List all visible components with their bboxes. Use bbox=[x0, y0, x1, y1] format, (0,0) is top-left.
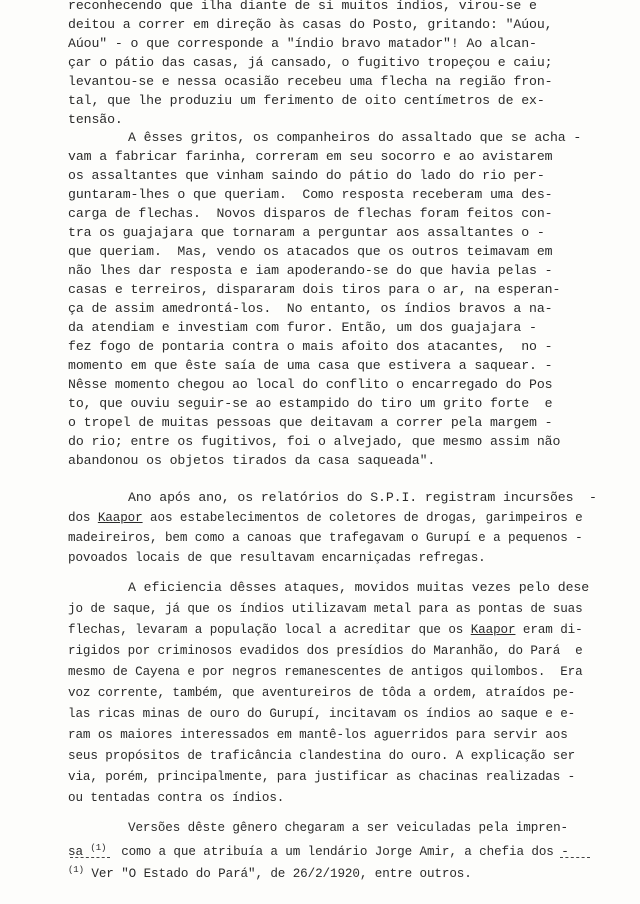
text-fragment: como a que atribuía a um lendário Jorge Amir, a chefia dos - bbox=[121, 845, 569, 859]
footnote bbox=[68, 862, 608, 882]
footnote-text: Ver "O Estado do Pará", de 26/2/1920, entre outros. bbox=[91, 867, 472, 881]
text-line: guntaram-lhes o que queriam. Como resposta receberam uma des- bbox=[68, 187, 553, 202]
text-line: las ricas minas de ouro do Gurupí, incitavam os índios ao saque e e- bbox=[68, 707, 576, 721]
text-line: ça de assim amedrontá-los. No entanto, os índios bravos a na- bbox=[68, 301, 553, 316]
dashed-underline bbox=[560, 857, 590, 858]
text-line: povoados locais de que resultavam encarniçadas refregas. bbox=[68, 551, 486, 565]
paragraph-first-line: A êsses gritos, os companheiros do assaltado que se acha - bbox=[128, 130, 582, 145]
paragraph-first-line: A eficiencia dêsses ataques, movidos muitas vezes pelo dese bbox=[128, 580, 590, 595]
text-line: mesmo de Cayena e por negros remanescentes de antigos quilombos. Era bbox=[68, 665, 583, 679]
text-line: tra os guajajara que tornaram a perguntar aos assaltantes o - bbox=[68, 225, 545, 240]
paragraph-first-line: Ano após ano, os relatórios do S.P.I. registram incursões - bbox=[128, 490, 597, 505]
text-line: çar o pátio das casas, já cansado, o fugitivo tropeçou e caiu; bbox=[68, 55, 553, 70]
text-line: levantou-se e nessa ocasião recebeu uma flecha na região fron- bbox=[68, 74, 553, 89]
text-line: Nêsse momento chegou ao local do conflito o encarregado do Pos bbox=[68, 377, 553, 392]
footnote-reference: (1) bbox=[90, 843, 107, 853]
text-line: do rio; entre os fugitivos, foi o alvejado, que mesmo assim não bbox=[68, 434, 561, 449]
text-line: rigidos por criminosos evadidos dos presídios do Maranhão, do Pará e bbox=[68, 644, 583, 658]
text-fragment: sa bbox=[68, 845, 83, 859]
text-line: casas e terreiros, dispararam dois tiros para o ar, na esperan- bbox=[68, 282, 561, 297]
text-line: Aúou" - o que corresponde a "índio bravo matador"! Ao alcan- bbox=[68, 36, 537, 51]
footnote-marker: (1) bbox=[68, 865, 84, 875]
paragraph-first-line: Versões dêste gênero chegaram a ser veiculadas pela impren- bbox=[128, 821, 568, 835]
text-line: to, que ouviu seguir-se ao estampido do tiro um grito forte e bbox=[68, 396, 553, 411]
text-line: flechas, levaram a população local a acreditar que os Kaapor eram di- bbox=[68, 623, 583, 637]
text-line: que queriam. Mas, vendo os atacados que os outros teimavam em bbox=[68, 244, 553, 259]
text-line: ram os maiores interessados em mantê-los aguerridos para servir aos bbox=[68, 728, 568, 742]
text-line: momento em que êste saía de uma casa que estivera a saquear. - bbox=[68, 358, 553, 373]
text-line: não lhes dar resposta e iam apoderando-se do que havia pelas - bbox=[68, 263, 553, 278]
text-line: os assaltantes que vinham saindo do pátio do lado do rio per- bbox=[68, 168, 545, 183]
text-line: da atendiam e investiam com furor. Então, um dos guajajara - bbox=[68, 320, 537, 335]
text-line bbox=[68, 840, 608, 860]
text-line: via, porém, principalmente, para justificar as chacinas realizadas - bbox=[68, 770, 576, 784]
text-line: carga de flechas. Novos disparos de flechas foram feitos con- bbox=[68, 206, 553, 221]
text-line: madeireiros, bem como a canoas que trafegavam o Gurupí e a pequenos - bbox=[68, 531, 583, 545]
underlined-term: Kaapor bbox=[97, 511, 143, 525]
text-line: jo de saque, já que os índios utilizavam metal para as pontas de suas bbox=[68, 602, 583, 616]
text-line: dos Kaapor aos estabelecimentos de coletores de drogas, garimpeiros e bbox=[68, 511, 583, 525]
text-line: voz corrente, também, que aventureiros de tôda a ordem, atraídos pe- bbox=[68, 686, 576, 700]
text-line: fez fogo de pontaria contra o mais afoito dos atacantes, no - bbox=[68, 339, 553, 354]
text-line: reconhecendo que ilha diante de si muitos índios, virou-se e bbox=[68, 0, 537, 13]
text-line: vam a fabricar farinha, correram em seu socorro e ao avistarem bbox=[68, 149, 553, 164]
text-line: deitou a correr em direção às casas do Posto, gritando: "Aúou, bbox=[68, 17, 553, 32]
text-line: ou tentadas contra os índios. bbox=[68, 791, 285, 805]
text-line: seus propósitos de traficância clandestina do ouro. A explicação ser bbox=[68, 749, 576, 763]
text-line: tal, que lhe produziu um ferimento de oito centímetros de ex- bbox=[68, 93, 545, 108]
underlined-term: Kaapor bbox=[470, 623, 516, 637]
dashed-underline bbox=[70, 857, 110, 858]
text-line: tensão. bbox=[68, 112, 123, 127]
text-line: abandonou os objetos tirados da casa saqueada". bbox=[68, 453, 436, 468]
text-line: o tropel de muitas pessoas que deitavam a correr pela margem - bbox=[68, 415, 553, 430]
